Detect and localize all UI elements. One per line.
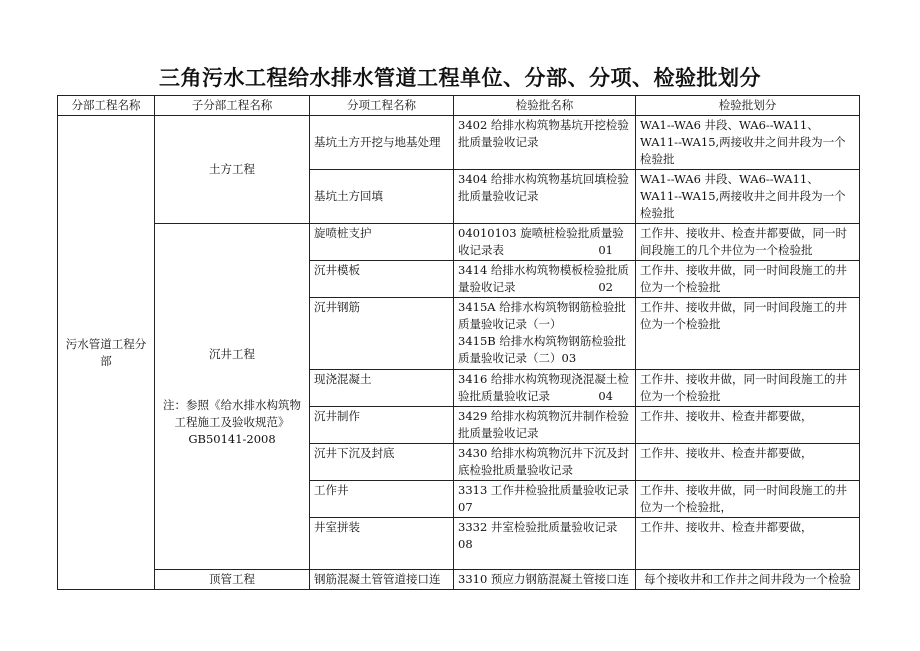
item-cell: 旋喷桩支护 [310,224,454,261]
split-cell: 工作井、接收井、检查井都要做，同一时间段施工的几个井位为一个检验批 [636,224,860,261]
header-item: 分项工程名称 [310,96,454,116]
batch-text: 04010103 旋喷桩检验批质量验收记录表 [458,226,624,257]
subdivision-pipe: 顶管工程 [155,570,310,590]
split-cell: 工作井、接收井做，同一时间段施工的井位为一个检验批 [636,261,860,298]
item-cell: 工作井 [310,481,454,518]
batch-cell: 3430 给排水构筑物沉井下沉及封底检验批质量验收记录 [454,444,636,481]
subdivision-well-name: 沉井工程 [209,346,255,361]
batch-cell: 3404 给排水构筑物基坑回填检验批质量验收记录 [454,170,636,224]
split-cell: 工作井、接收井、检查井都要做， [636,407,860,444]
batch-cell: 3332 井室检验批质量验收记录 08 [454,518,636,570]
header-split: 检验批划分 [636,96,860,116]
item-cell: 沉井模板 [310,261,454,298]
batch-text: 3416 给排水构筑物现浇混凝土检验批质量验收记录 [458,372,629,403]
item-cell: 钢筋混凝土管管道接口连 [310,570,454,590]
document-title: 三角污水工程给水排水管道工程单位、分部、分项、检验批划分 [159,65,761,90]
division-cell: 污水管道工程分部 [58,116,155,590]
item-cell: 现浇混凝土 [310,370,454,407]
batch-text: 3414 给排水构筑物模板检验批质量验收记录 [458,263,629,294]
split-cell: 工作井、接收井、检查井都要做， [636,444,860,481]
batch-cell: 3313 工作井检验批质量验收记录 07 [454,481,636,518]
split-cell: 工作井、接收井做，同一时间段施工的井位为一个检验批 [636,298,860,370]
batch-cell [454,298,636,370]
split-cell: 工作井、接收井做，同一时间段施工的井位为一个检验批， [636,481,860,518]
batch-number: 01 [598,243,613,257]
batch-cell: 3402 给排水构筑物基坑开挖检验批质量验收记录 [454,116,636,170]
batch-cell [454,261,636,298]
subdivision-earth: 土方工程 [155,116,310,224]
split-cell: WA1--WA6 井段、WA6--WA11、WA11--WA15,两接收井之间井段为一个检验批 [636,116,860,170]
standard-note: 注：参照《给水排水构筑物工程施工及验收规范》GB50141-2008 [163,397,301,446]
batch-cell: 3310 预应力钢筋混凝土管接口连 [454,570,636,590]
batch-cell: 3429 给排水构筑物沉井制作检验批质量验收记录 [454,407,636,444]
batch-cell [454,224,636,261]
item-cell: 基坑土方回填 [310,170,454,224]
item-cell: 沉井制作 [310,407,454,444]
division-table [57,95,860,590]
batch-text: 3415A 给排水构筑物钢筋检验批质量验收记录（一） [458,300,626,331]
header-row [58,96,860,116]
batch-text-2: 3415B 给排水构筑物钢筋检验批质量验收记录（二）03 [458,334,626,365]
split-cell: 工作井、接收井、检查井都要做， [636,518,860,570]
split-cell: 每个接收井和工作井之间井段为一个检验 [636,570,860,590]
table-row [58,570,860,590]
header-subdivision: 子分部工程名称 [155,96,310,116]
batch-number: 02 [598,280,613,294]
batch-number: 04 [598,389,613,403]
header-batch: 检验批名称 [454,96,636,116]
split-cell: 工作井、接收井做，同一时间段施工的井位为一个检验批 [636,370,860,407]
subdivision-well [155,224,310,570]
item-cell: 井室拼装 [310,518,454,570]
header-division: 分部工程名称 [58,96,155,116]
split-cell: WA1--WA6 井段、WA6--WA11、WA11--WA15,两接收井之间井段为一个检验批 [636,170,860,224]
item-cell: 基坑土方开挖与地基处理 [310,116,454,170]
item-cell: 沉井钢筋 [310,298,454,370]
table-row [58,224,860,261]
table-row [58,116,860,170]
item-cell: 沉井下沉及封底 [310,444,454,481]
batch-cell [454,370,636,407]
